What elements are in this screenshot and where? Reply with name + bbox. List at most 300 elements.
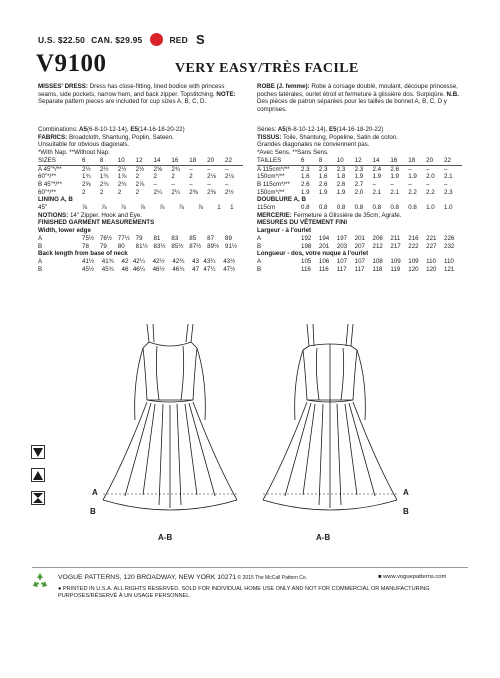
table-row (257, 204, 462, 212)
size-value-cell: – (207, 165, 211, 173)
back-length-title-en: Back length from base of neck (38, 250, 128, 258)
size-value-cell: 20 (207, 157, 225, 165)
size-value-cell: ⅞ (159, 204, 165, 212)
pattern-number: V9100 (36, 50, 107, 77)
table-row (257, 165, 462, 173)
size-value-cell: 194 (318, 234, 330, 242)
size-value-cell: 110 (444, 257, 454, 265)
row-label-cell: A 45"*/** (38, 165, 62, 173)
size-value-cell: 2.3 (336, 165, 346, 173)
size-value-cell: – (390, 180, 394, 188)
size-value-cell: 211 (390, 234, 401, 242)
yardage-table-en (38, 157, 243, 197)
notions-body-fr: Fermeture à Glissière de 35cm, Agrafe. (291, 211, 402, 219)
table-row (257, 258, 462, 266)
unsuitable-en: Unsuitable for obvious diagonals. (38, 141, 130, 149)
table-row (257, 181, 462, 189)
size-value-cell: 2 (117, 188, 122, 196)
size-value-cell: 81½ (135, 242, 148, 250)
size-value-cell: 1.9 (336, 188, 346, 196)
size-value-cell: 2⅜ (207, 188, 216, 196)
size-value-cell: 43½ (223, 257, 236, 265)
size-value-cell: 42 (121, 257, 129, 265)
size-value-cell: 116 (318, 265, 329, 273)
size-value-cell: 22 (444, 157, 462, 165)
size-value-cell: 43¼ (203, 257, 216, 265)
back-label-b: B (403, 507, 409, 516)
size-value-cell: 41¾ (101, 257, 114, 265)
width-table-en (38, 235, 243, 250)
size-value-cell: 1.0 (444, 204, 453, 212)
row-label-cell: A (257, 257, 262, 265)
size-value-cell: ⅞ (197, 204, 204, 212)
size-value-cell: 1.9 (301, 188, 310, 196)
series-a5-sizes-fr: (6-8-10-12-14), (285, 126, 328, 133)
recycle-icon (30, 571, 50, 591)
desc-title-en: MISSES' DRESS: (38, 83, 88, 90)
size-value-cell: 192 (301, 234, 312, 242)
publisher: VOGUE PATTERNS, 120 BROADWAY, NEW YORK 10271 (58, 574, 237, 581)
difficulty-level: VERY EASY/TRÈS FACILE (175, 61, 359, 76)
size-value-cell: 42¼ (132, 257, 145, 265)
size-value-cell: 79 (135, 234, 143, 242)
notions-body-en: 14" Zipper, Hook and Eye. (68, 211, 142, 219)
size-value-cell: – (408, 180, 412, 188)
size-value-cell: 2.0 (354, 188, 364, 196)
size-value-cell: 107 (336, 257, 348, 265)
size-value-cell: 47¼ (203, 265, 216, 273)
size-value-cell: 6 (301, 157, 319, 165)
size-value-cell: – (408, 165, 412, 173)
size-value-cell: 2.6 (318, 180, 328, 188)
table-row (257, 243, 462, 251)
unsuitable-fr: Grandes diagonales ne conviennent pas. (257, 141, 370, 149)
size-value-cell: 1.8 (336, 173, 346, 181)
size-value-cell: – (225, 180, 229, 188)
table-row (38, 266, 243, 274)
table-row (38, 204, 243, 212)
size-value-cell: 2 (171, 173, 175, 181)
size-value-cell: 85½ (171, 242, 184, 250)
size-value-cell: 227 (426, 242, 437, 250)
triangle-down-icon (31, 445, 45, 459)
size-value-cell: 2⅝ (153, 165, 163, 173)
size-value-cell: 1.9 (354, 173, 364, 181)
size-value-cell: 79 (99, 242, 107, 250)
size-value-cell: 1.9 (318, 188, 328, 196)
lining-table-fr (257, 204, 462, 212)
size-value-cell: – (444, 165, 448, 173)
size-value-cell: 45½ (82, 265, 95, 273)
size-value-cell: 2.2 (408, 188, 417, 196)
description-fr (257, 83, 462, 121)
size-value-cell: 110 (426, 257, 436, 265)
size-value-cell: 2½ (225, 188, 234, 196)
size-value-cell: 2½ (82, 165, 91, 173)
front-label-a: A (92, 488, 98, 497)
size-value-cell: – (189, 180, 193, 188)
publisher-line (58, 574, 307, 581)
size-value-cell: 2¾ (117, 180, 127, 188)
price-can: CAN. $29.95 (91, 34, 143, 45)
size-value-cell: 222 (408, 242, 419, 250)
row-label-cell: A (257, 234, 262, 242)
size-value-cell: 226 (444, 234, 455, 242)
color-label: RED (169, 34, 188, 45)
row-label-cell: A 115cm*/** (257, 165, 290, 173)
size-value-cell: 232 (444, 242, 455, 250)
size-value-cell: 2 (189, 173, 193, 181)
desc-body-fr: Robe à corsage doublé, moulant, découpe princesse, poches latérales, ourlet étroit et fermeture à glissière dos. Surpiqûre. (257, 83, 458, 98)
size-value-cell: 2.1 (444, 173, 453, 181)
size-value-cell: 118 (372, 265, 383, 273)
symbol-legend (31, 445, 45, 514)
size-value-cell: 0.8 (336, 204, 346, 212)
size-value-cell: 2⅛ (225, 173, 234, 181)
row-label-cell: B (257, 265, 262, 273)
size-value-cell: 1.6 (318, 173, 328, 181)
size-value-cell: 91½ (225, 242, 238, 250)
size-value-cell: 198 (301, 242, 312, 250)
size-value-cell: 207 (354, 242, 365, 250)
size-value-cell: 10 (337, 157, 355, 165)
fabrics-title-fr: TISSUS: (257, 133, 282, 141)
size-value-cell: 1.9 (408, 173, 417, 181)
size-value-cell: 1.0 (426, 204, 435, 212)
size-value-cell: 119 (390, 265, 401, 273)
size-value-cell: 89 (225, 234, 232, 242)
size-value-cell: 0.8 (390, 204, 399, 212)
fabrics-en (38, 134, 243, 142)
width-title-fr: Largeur - à l'ourlet (257, 227, 312, 235)
legal-notice: PRINTED IN U.S.A. ALL RIGHTS RESERVED. SOLD FOR INDIVIDUAL HOME USE ONLY AND NOT FOR COMMERCIAL OR MANUFACTURING PURPOSES/RÉSERVÉ À UN USAGE PERSONNEL. (58, 586, 430, 600)
table-row (257, 157, 462, 165)
size-value-cell: 2 (135, 188, 140, 196)
back-length-table-en (38, 258, 243, 273)
size-value-cell: 8 (319, 157, 337, 165)
size-value-cell: 42¾ (172, 257, 185, 265)
size-value-cell: 2½ (99, 165, 109, 173)
size-value-cell: 0.8 (354, 204, 364, 212)
size-value-cell: 201 (354, 234, 365, 242)
size-value-cell: – (444, 180, 448, 188)
size-value-cell: 10 (118, 157, 136, 165)
website-url: www.voguepatterns.com (383, 574, 447, 580)
size-value-cell: 76½ (99, 234, 112, 242)
back-length-title-fr: Longueur - dos, votre nuque à l'ourlet (257, 250, 369, 258)
size-value-cell: 47½ (223, 265, 236, 273)
size-value-cell: 41½ (82, 257, 95, 265)
price-us: U.S. $22.50 (38, 34, 86, 45)
row-label-cell: B 45"*/** (38, 180, 62, 188)
size-value-cell: 1¾ (99, 173, 109, 181)
width-table-fr (257, 235, 462, 250)
row-label-cell: A (38, 234, 43, 242)
url-bullet-icon: ■ (378, 574, 384, 580)
size-value-cell: 109 (408, 257, 419, 265)
size-value-cell: 12 (136, 157, 154, 165)
size-value-cell: 18 (189, 157, 207, 165)
size-value-cell: 2⅜ (189, 188, 198, 196)
size-value-cell: – (372, 180, 376, 188)
yardage-table-fr (257, 157, 462, 197)
size-value-cell: 206 (372, 234, 383, 242)
size-value-cell: 1¾ (82, 173, 91, 181)
row-label-cell: 60"*/** (38, 173, 57, 181)
size-value-cell: 18 (408, 157, 426, 165)
size-value-cell: 107 (354, 257, 365, 265)
size-value-cell: 47 (192, 265, 200, 273)
size-value-cell: 45¾ (101, 265, 114, 273)
size-value-cell: 2⅞ (135, 180, 145, 188)
size-value-cell: 87 (207, 234, 215, 242)
size-value-cell: ⅞ (139, 204, 146, 212)
table-row (38, 258, 243, 266)
size-value-cell: 1.9 (372, 173, 382, 181)
row-label-cell: A (38, 257, 43, 265)
size-value-cell: – (153, 180, 157, 188)
size-value-cell: ⅞ (120, 204, 126, 212)
size-value-cell: 2.6 (301, 180, 310, 188)
size-value-cell: 85 (189, 234, 197, 242)
table-row (38, 189, 243, 197)
size-value-cell: 43 (192, 257, 200, 265)
row-label-cell: 45" (38, 204, 48, 212)
size-value-cell: 2.1 (372, 188, 382, 196)
size-value-cell: 16 (390, 157, 408, 165)
size-value-cell: 6 (82, 157, 100, 165)
table-row (38, 165, 243, 173)
size-value-cell: 2¾ (171, 165, 180, 173)
size-value-cell: 2½ (135, 165, 145, 173)
size-value-cell: 2.1 (390, 188, 399, 196)
notions-en (38, 212, 243, 220)
row-label-cell: SIZES (38, 157, 82, 165)
size-value-cell: 46½ (152, 265, 165, 273)
size-value-cell: ⅞ (101, 204, 107, 212)
size-value-cell: 212 (372, 242, 383, 250)
legal-bullet-icon: ● (58, 586, 63, 592)
size-value-cell: 20 (426, 157, 444, 165)
size-value-cell: 46¼ (132, 265, 145, 273)
size-value-cell: 22 (225, 157, 243, 165)
size-value-cell: 42½ (152, 257, 165, 265)
size-value-cell: 0.8 (372, 204, 382, 212)
size-value-cell: 2.3 (301, 165, 310, 173)
size-value-cell: – (426, 180, 430, 188)
series-a5-code-fr: A5 (276, 126, 286, 133)
size-value-cell: 83 (171, 234, 179, 242)
series-e5-sizes-fr: (14-16-18-20-22) (336, 126, 384, 133)
size-value-cell: 1.9 (390, 173, 399, 181)
combinations-en (38, 126, 243, 134)
notions-title-fr: MERCERIE: (257, 211, 292, 219)
size-value-cell: 12 (355, 157, 373, 165)
size-value-cell: 117 (354, 265, 365, 273)
size-value-cell: 2 (153, 173, 157, 181)
fabrics-fr (257, 134, 462, 142)
size-value-cell: 217 (390, 242, 401, 250)
front-label-b: B (90, 507, 96, 516)
size-value-cell: 2½ (117, 165, 127, 173)
row-label-cell: TAILLES (257, 157, 301, 165)
nap-note-fr: *Avec Sens. **Sans Sens. (257, 149, 329, 157)
combo-a5-code-en: A5 (77, 126, 87, 133)
combo-e5-code-en: E5 (128, 126, 138, 133)
size-value-cell: 77½ (117, 234, 130, 242)
size-value-cell: 2.3 (354, 165, 364, 173)
size-value-cell: 197 (336, 234, 348, 242)
size-value-cell: – (189, 165, 193, 173)
size-value-cell: 2.7 (354, 180, 364, 188)
size-value-cell: 1 (217, 204, 221, 212)
combo-a5-sizes-en: (6-8-10-12-14), (86, 126, 129, 133)
table-row (38, 235, 243, 243)
size-value-cell: 117 (336, 265, 347, 273)
lining-title-en: LINING A, B (38, 196, 73, 204)
size-value-cell: 2.3 (318, 165, 328, 173)
english-column (38, 83, 243, 273)
row-label-cell: 150cm*/** (257, 188, 285, 196)
size-value-cell: 105 (301, 257, 312, 265)
size-value-cell: 201 (318, 242, 330, 250)
size-value-cell: 1 (230, 204, 234, 212)
note-title-en: NOTE: (214, 90, 236, 98)
size-value-cell: 2⅝ (82, 180, 91, 188)
series-e5-code-fr: E5 (327, 126, 337, 133)
size-value-cell: 2.4 (372, 165, 382, 173)
row-label-cell: B (257, 242, 262, 250)
table-row (257, 235, 462, 243)
french-column (257, 83, 462, 273)
fabrics-body-fr: Toile, Shantung, Popeline, Satin de coton. (281, 133, 398, 141)
size-value-cell: 216 (408, 234, 419, 242)
size-value-cell: 1⅞ (117, 173, 127, 181)
table-row (257, 189, 462, 197)
nap-note-en: *With Nap. **Without Nap. (38, 149, 110, 157)
width-title-en: Width, lower edge (38, 227, 91, 235)
size-value-cell: 2 (82, 188, 86, 196)
size-value-cell: 2.0 (426, 173, 435, 181)
size-value-cell: 14 (373, 157, 391, 165)
row-label-cell: B (38, 265, 43, 273)
size-value-cell: 2⅛ (207, 173, 216, 181)
size-value-cell: 120 (426, 265, 437, 273)
size-value-cell: 14 (154, 157, 172, 165)
size-value-cell: – (171, 180, 175, 188)
back-view-drawing (255, 320, 405, 530)
note-body-en: Separate pattern pieces are included for cup sizes A, B, C, D. (38, 98, 207, 106)
fabrics-title-en: FABRICS: (38, 133, 68, 141)
note-body-fr: Des pièces de patron séparées pour les tailles de bonnet A, B, C, D y comprises. (257, 98, 447, 114)
size-value-cell: 0.8 (301, 204, 310, 212)
front-caption: A-B (158, 533, 173, 542)
size-value-cell: 0.8 (318, 204, 328, 212)
size-value-cell: 121 (444, 265, 455, 273)
footer-divider (32, 567, 468, 568)
size-value-cell: 80 (117, 242, 125, 250)
size-value-cell: ⅞ (82, 204, 88, 212)
size-letter: S (195, 32, 205, 47)
note-title-fr: N.B. (444, 90, 459, 98)
size-value-cell: 89½ (207, 242, 220, 250)
back-length-table-fr (257, 258, 462, 273)
size-value-cell: 2.6 (390, 165, 399, 173)
series-fr (257, 126, 462, 134)
combos-label-en: Combinations: (38, 126, 78, 133)
size-value-cell: 46 (121, 265, 129, 273)
row-label-cell: B (38, 242, 43, 250)
size-value-cell: 2¼ (153, 188, 163, 196)
copyright: © 2015 The McCall Pattern Co. (236, 575, 308, 581)
size-value-cell: 221 (426, 234, 437, 242)
size-value-cell: 83½ (153, 242, 166, 250)
website (378, 574, 446, 580)
size-value-cell: 75½ (82, 234, 95, 242)
finished-title-en: FINISHED GARMENT MEASUREMENTS (38, 219, 155, 227)
size-value-cell: 2.3 (444, 188, 453, 196)
size-value-cell: 2 (135, 173, 140, 181)
fabrics-body-en: Broadcloth, Shantung, Poplin, Sateen. (67, 133, 174, 141)
size-value-cell: 16 (171, 157, 189, 165)
front-view-drawing (95, 320, 245, 530)
size-value-cell: 203 (336, 242, 348, 250)
notions-title-en: NOTIONS: (38, 211, 69, 219)
table-row (257, 266, 462, 274)
combo-e5-sizes-en: (14-16-18-20-22) (137, 126, 185, 133)
description-en (38, 83, 243, 121)
table-row (38, 181, 243, 189)
size-value-cell: 78 (82, 242, 89, 250)
hourglass-icon (31, 491, 45, 505)
back-caption: A-B (316, 533, 331, 542)
size-value-cell: 2 (99, 188, 104, 196)
color-dot-icon (150, 33, 163, 46)
size-value-cell: 0.8 (408, 204, 417, 212)
table-row (257, 173, 462, 181)
desc-body-en: Dress has close-fitting, lined bodice with princess seams, side pockets, narrow hem, and back zipper. Topstitching. (38, 83, 225, 98)
row-label-cell: 115cm (257, 204, 276, 212)
size-value-cell: 2¼ (171, 188, 180, 196)
size-value-cell: 109 (390, 257, 401, 265)
table-row (38, 157, 243, 165)
size-value-cell: 87½ (189, 242, 202, 250)
size-value-cell: 2¾ (99, 180, 109, 188)
size-value-cell: 106 (318, 257, 330, 265)
table-row (38, 243, 243, 251)
size-value-cell: 2.2 (426, 188, 435, 196)
lining-title-fr: DOUBLURE A, B (257, 196, 306, 204)
size-value-cell: 120 (408, 265, 419, 273)
size-value-cell: – (207, 180, 211, 188)
price-line (38, 32, 211, 47)
legal-text (58, 586, 468, 600)
finished-title-fr: MESURES DU VÊTEMENT FINI (257, 219, 348, 227)
size-value-cell: 1.6 (301, 173, 310, 181)
size-value-cell: 81 (153, 234, 161, 242)
back-label-a: A (403, 488, 409, 497)
table-row (38, 173, 243, 181)
size-value-cell: – (225, 165, 229, 173)
size-value-cell: 8 (100, 157, 118, 165)
row-label-cell: B 115cm*/** (257, 180, 290, 188)
desc-title-fr: ROBE (J. femme): (257, 83, 310, 90)
row-label-cell: 150cm*/** (257, 173, 285, 181)
size-value-cell: 2.6 (336, 180, 346, 188)
size-value-cell: ⅞ (178, 204, 184, 212)
size-value-cell: 46¾ (172, 265, 185, 273)
series-label-fr: Séries: (257, 126, 277, 133)
